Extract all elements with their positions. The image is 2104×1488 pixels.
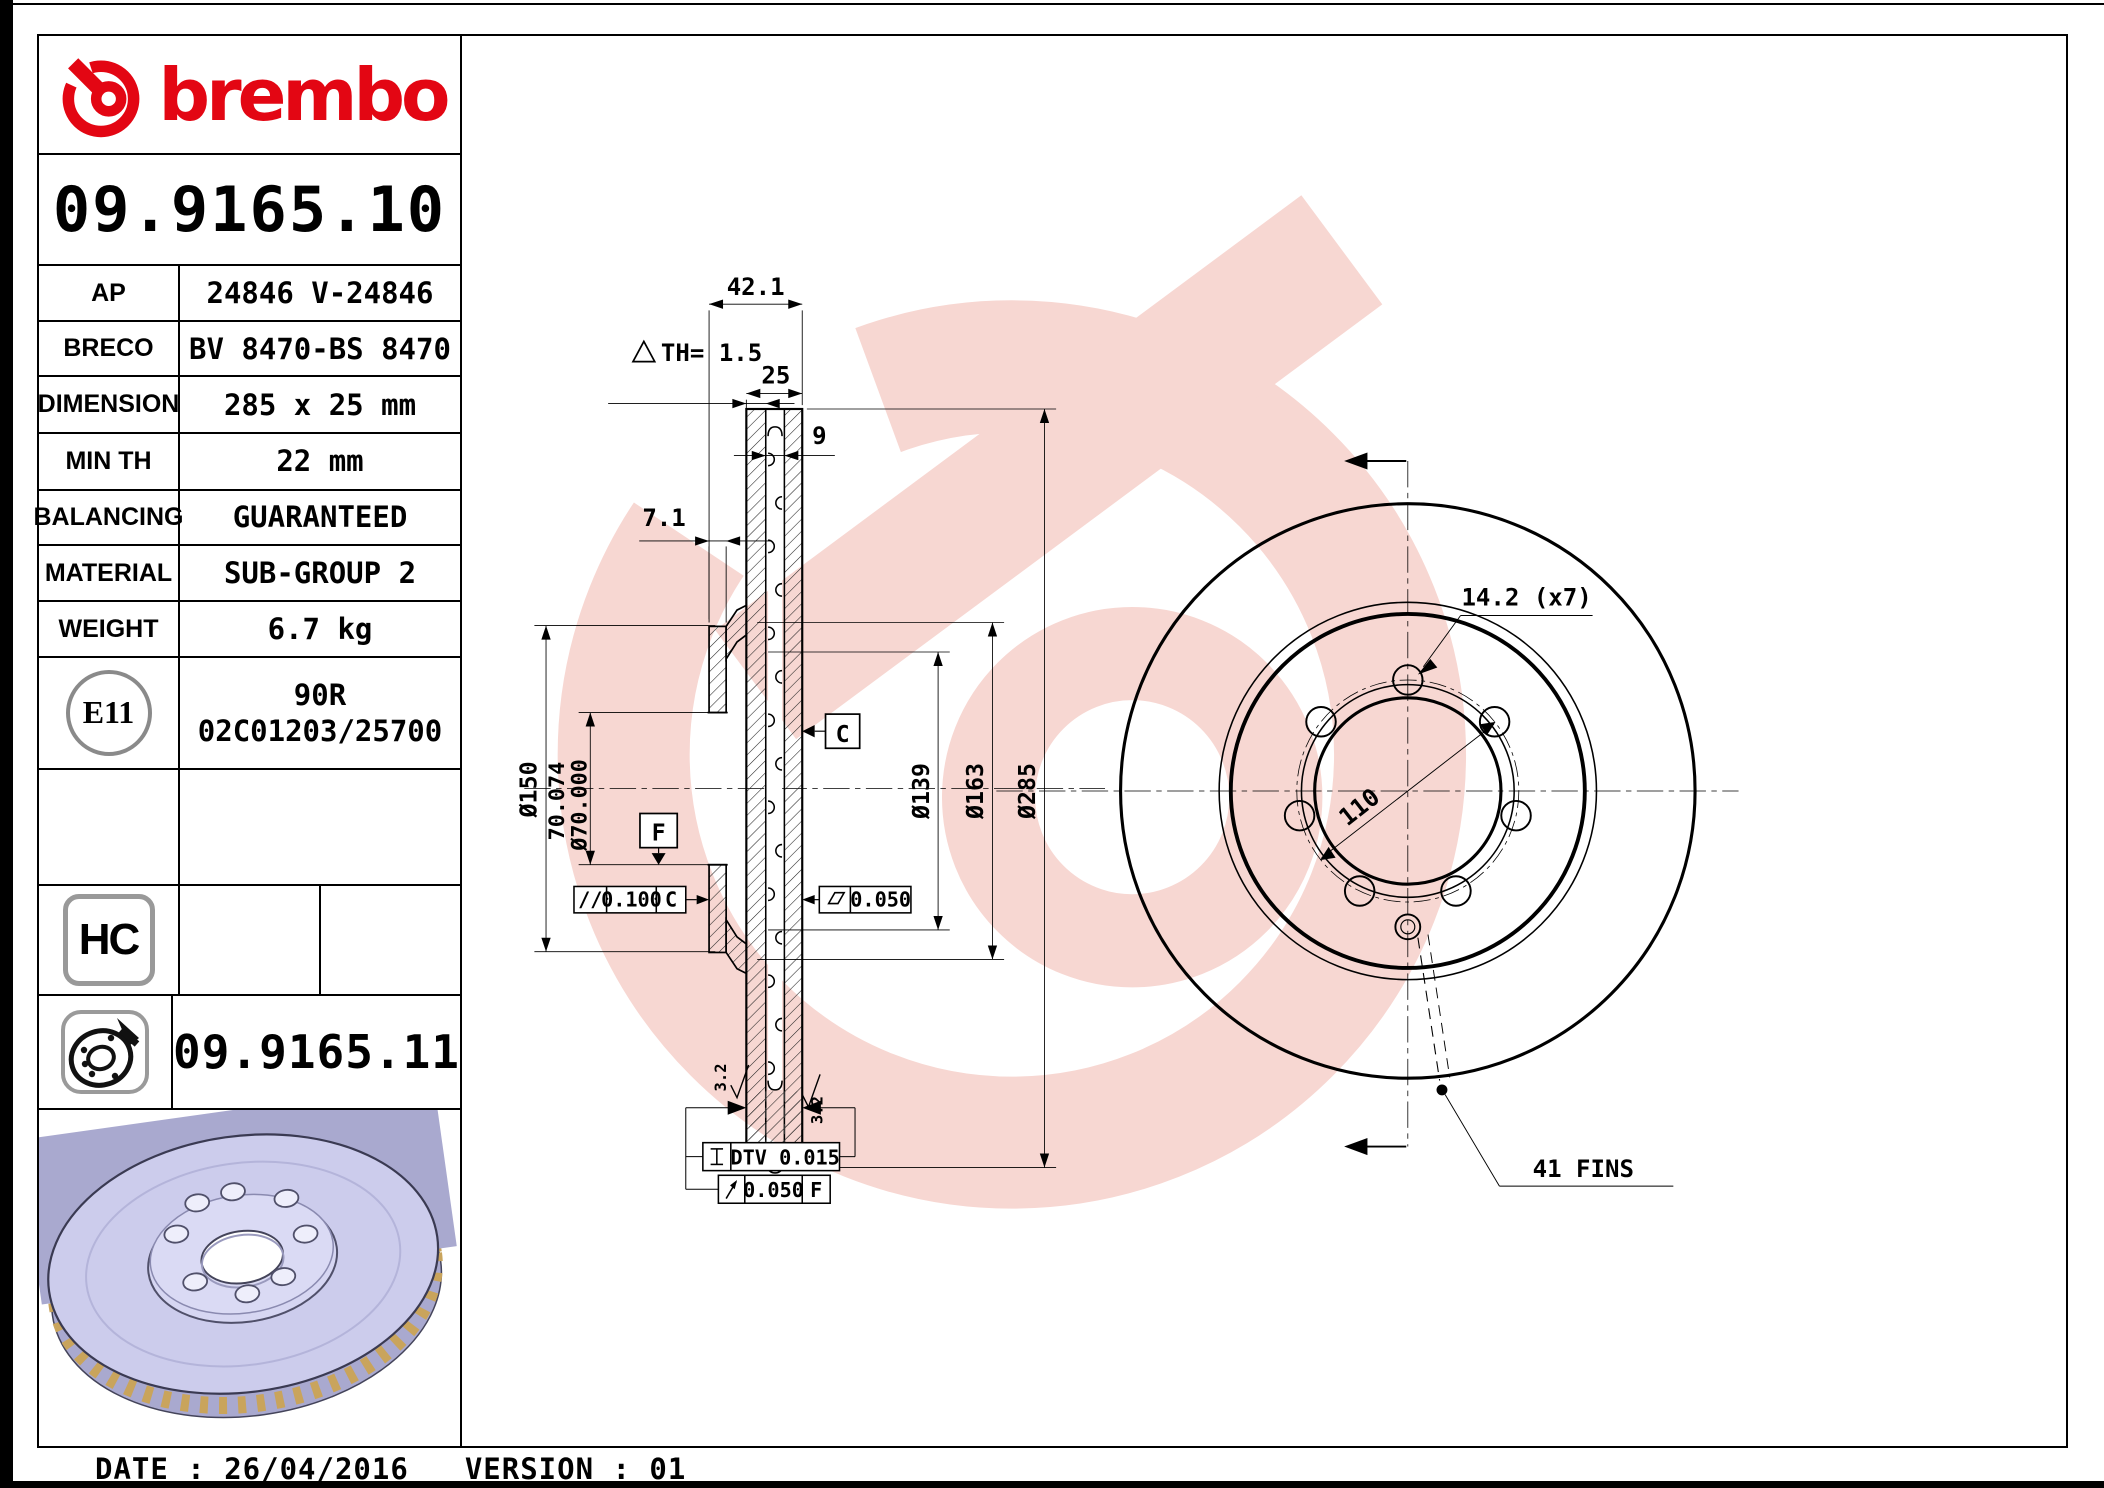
row-label: WEIGHT xyxy=(39,602,180,657)
table-row xyxy=(39,377,460,434)
footer-version: VERSION : 01 xyxy=(464,1452,687,1486)
hc-badge-icon: HC xyxy=(63,894,155,986)
brand-wordmark: brembo xyxy=(158,52,447,137)
dim-d70-min: Ø70.000 xyxy=(567,759,593,851)
row-value: 6.7 kg xyxy=(267,612,373,647)
dim-flange: 7.1 xyxy=(642,504,686,533)
table-row xyxy=(39,266,460,322)
hc-row xyxy=(39,886,460,996)
main-part-number: 09.9165.10 xyxy=(39,155,460,266)
table-row xyxy=(39,434,460,491)
fcf-runout-value: 0.050 xyxy=(743,1178,804,1203)
scan-edge-left xyxy=(0,0,13,1488)
dim-plate: 9 xyxy=(812,421,827,450)
fcf-parallel-symbol: // xyxy=(578,887,603,912)
table-row xyxy=(39,546,460,602)
homologation-line2: 02C01203/25700 xyxy=(197,713,443,748)
table-row xyxy=(33,491,460,547)
section-arrow-bottom-icon xyxy=(1344,1138,1367,1155)
row-value: 22 mm xyxy=(276,444,364,479)
drawing-frame xyxy=(33,34,2068,1448)
row-label: BALANCING xyxy=(39,491,180,545)
scan-edge-top xyxy=(0,3,2104,5)
disc-render-box xyxy=(39,1110,460,1446)
variant-part-number: 09.9165.11 xyxy=(173,1024,460,1079)
row-label: BRECO xyxy=(39,322,180,376)
dim-th: TH= 1.5 xyxy=(660,338,763,367)
datum-f-label: F xyxy=(651,819,666,847)
roughness-left: 3.2 xyxy=(712,1063,731,1092)
spec-panel xyxy=(33,36,462,1446)
row-label: MATERIAL xyxy=(39,546,180,600)
brembo-logo-icon xyxy=(53,47,149,143)
coated-disc-icon xyxy=(59,1008,151,1096)
dim-band-width: 25 xyxy=(761,361,791,390)
row-label: DIMENSION xyxy=(39,377,180,432)
row-label: MIN TH xyxy=(39,434,180,489)
table-row xyxy=(39,602,460,659)
row-label: AP xyxy=(39,266,180,320)
hole-diameter-label: 14.2 (x7) xyxy=(1461,583,1592,612)
bolt-circle-label: 110 xyxy=(1333,782,1386,832)
fcf-runout-ref: F xyxy=(810,1178,823,1203)
table-row xyxy=(39,322,460,378)
dim-total-width: 42.1 xyxy=(726,272,785,301)
fcf-flatness-value: 0.050 xyxy=(850,887,912,912)
dim-d163: Ø163 xyxy=(962,762,990,820)
variant-row xyxy=(39,996,460,1110)
datum-c-label: C xyxy=(835,721,850,749)
brand-header xyxy=(39,36,460,155)
brembo-watermark-icon xyxy=(501,141,1400,1143)
row-value: 285 x 25 mm xyxy=(223,387,417,422)
dim-d285: Ø285 xyxy=(1014,762,1042,820)
row-value: BV 8470-BS 8470 xyxy=(189,331,451,366)
dim-d139: Ø139 xyxy=(907,762,935,820)
row-value: SUB-GROUP 2 xyxy=(223,556,417,591)
row-value: 24846 V-24846 xyxy=(206,276,434,311)
homologation-row xyxy=(39,658,460,769)
dim-d70-max: 70.074 xyxy=(544,761,570,841)
technical-drawing xyxy=(501,72,2104,1482)
row-value: GUARANTEED xyxy=(232,500,408,535)
disc-3d-render xyxy=(39,1110,458,1444)
fcf-parallel-ref: C xyxy=(664,887,678,912)
fcf-dtv-label: DTV 0.015 xyxy=(730,1145,840,1170)
footer-date: DATE : 26/04/2016 xyxy=(95,1452,409,1486)
dim-d150: Ø150 xyxy=(515,761,543,818)
e11-badge: E11 xyxy=(66,670,152,756)
fins-label: 41 FINS xyxy=(1532,1154,1634,1183)
fcf-parallel-value: 0.100 xyxy=(601,887,662,912)
empty-row xyxy=(39,770,460,886)
roughness-right: 3.2 xyxy=(808,1096,827,1125)
homologation-line1: 90R xyxy=(293,677,347,712)
